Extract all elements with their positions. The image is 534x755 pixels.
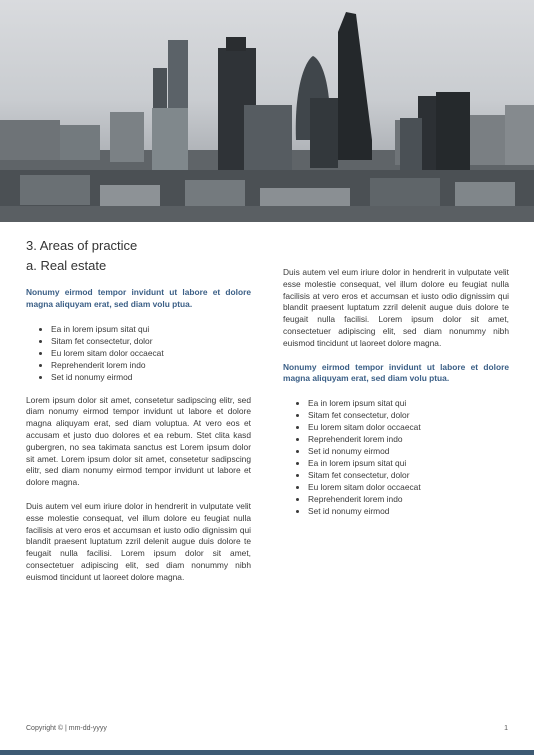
list-item: • Eu lorem sitam dolor occaecat bbox=[308, 481, 509, 493]
left-lead-paragraph: Nonumy eirmod tempor invidunt ut labore et dolore magna aliquyam erat, sed diam volu ptua. bbox=[26, 287, 251, 309]
footer-bar bbox=[0, 750, 534, 755]
list-item: • Set id nonumy eirmod bbox=[308, 445, 509, 457]
left-column bbox=[26, 287, 251, 596]
list-item: • Ea in lorem ipsum sitat qui bbox=[51, 323, 251, 335]
left-bullet-list bbox=[26, 323, 251, 383]
right-column bbox=[283, 267, 509, 529]
list-item: • Reprehenderit lorem indo bbox=[308, 433, 509, 445]
list-item: • Set id nonumy eirmod bbox=[308, 505, 509, 517]
page-number: 1 bbox=[504, 725, 508, 732]
right-lead-paragraph: Nonumy eirmod tempor invidunt ut labore et dolore magna aliquyam erat, sed diam volu ptua. bbox=[283, 361, 509, 384]
list-item: • Sitam fet consectetur, dolor bbox=[308, 409, 509, 421]
city-skyline-image bbox=[0, 0, 534, 222]
list-item: • Reprehenderit lorem indo bbox=[308, 493, 509, 505]
list-item: • Sitam fet consectetur, dolor bbox=[51, 335, 251, 347]
list-item: • Ea in lorem ipsum sitat qui bbox=[308, 397, 509, 409]
list-item: • Ea in lorem ipsum sitat qui bbox=[308, 457, 509, 469]
section-heading: 3. Areas of practice bbox=[26, 238, 138, 253]
footer-copyright: Copyright © | mm-dd-yyyy bbox=[26, 725, 107, 732]
list-item: • Sitam fet consectetur, dolor bbox=[308, 469, 509, 481]
left-body-paragraph-2: Duis autem vel eum iriure dolor in hendrerit in vulputate velit esse molestie consequat, vel illum dolore eu feugiat nulla facilisis at vero eros et accumsan et iusto odio dignissim qui blandit praesent luptatum zzril delenit augue duis dolore te feugait nulla facilisi. Lorem ipsum dolor sit amet, consectetuer adipiscing elit, sed diam nonummy nibh euismod tincidunt ut laoreet dolore magna. bbox=[26, 500, 251, 582]
subsection-heading: a. Real estate bbox=[26, 258, 107, 273]
left-body-paragraph-1: Lorem ipsum dolor sit amet, consetetur sadipscing elitr, sed diam nonumy eirmod tempor invidunt ut labore et dolore magna aliquyam erat, sed diam voluptua. At vero eos et accusam et justo duo dolores et ea rebum. Stet clita kasd gubergren, no sea takimata sanctus est Lorem ipsum dolor sit amet. Lorem ipsum dolor sit amet, consetetur sadipscing elitr, sed diam nonumy eirmod tempor invidunt ut labore et dolore magna. bbox=[26, 394, 251, 488]
list-item: • Set id nonumy eirmod bbox=[51, 371, 251, 383]
list-item: • Eu lorem sitam dolor occaecat bbox=[308, 421, 509, 433]
right-bullet-list bbox=[283, 397, 509, 517]
list-item: • Reprehenderit lorem indo bbox=[51, 359, 251, 371]
list-item: • Eu lorem sitam dolor occaecat bbox=[51, 347, 251, 359]
right-body-paragraph: Duis autem vel eum iriure dolor in hendrerit in vulputate velit esse molestie consequat, vel illum dolore eu feugiat nulla facilisis at vero eros et accumsan et iusto odio dignissim qui blandit praesent luptatum zzril delenit augue duis dolore te feugait nulla facilisi. Lorem ipsum dolor sit amet, consectetuer adipiscing elit, sed diam nonummy nibh euismod tincidunt ut laoreet dolore magna. bbox=[283, 267, 509, 348]
